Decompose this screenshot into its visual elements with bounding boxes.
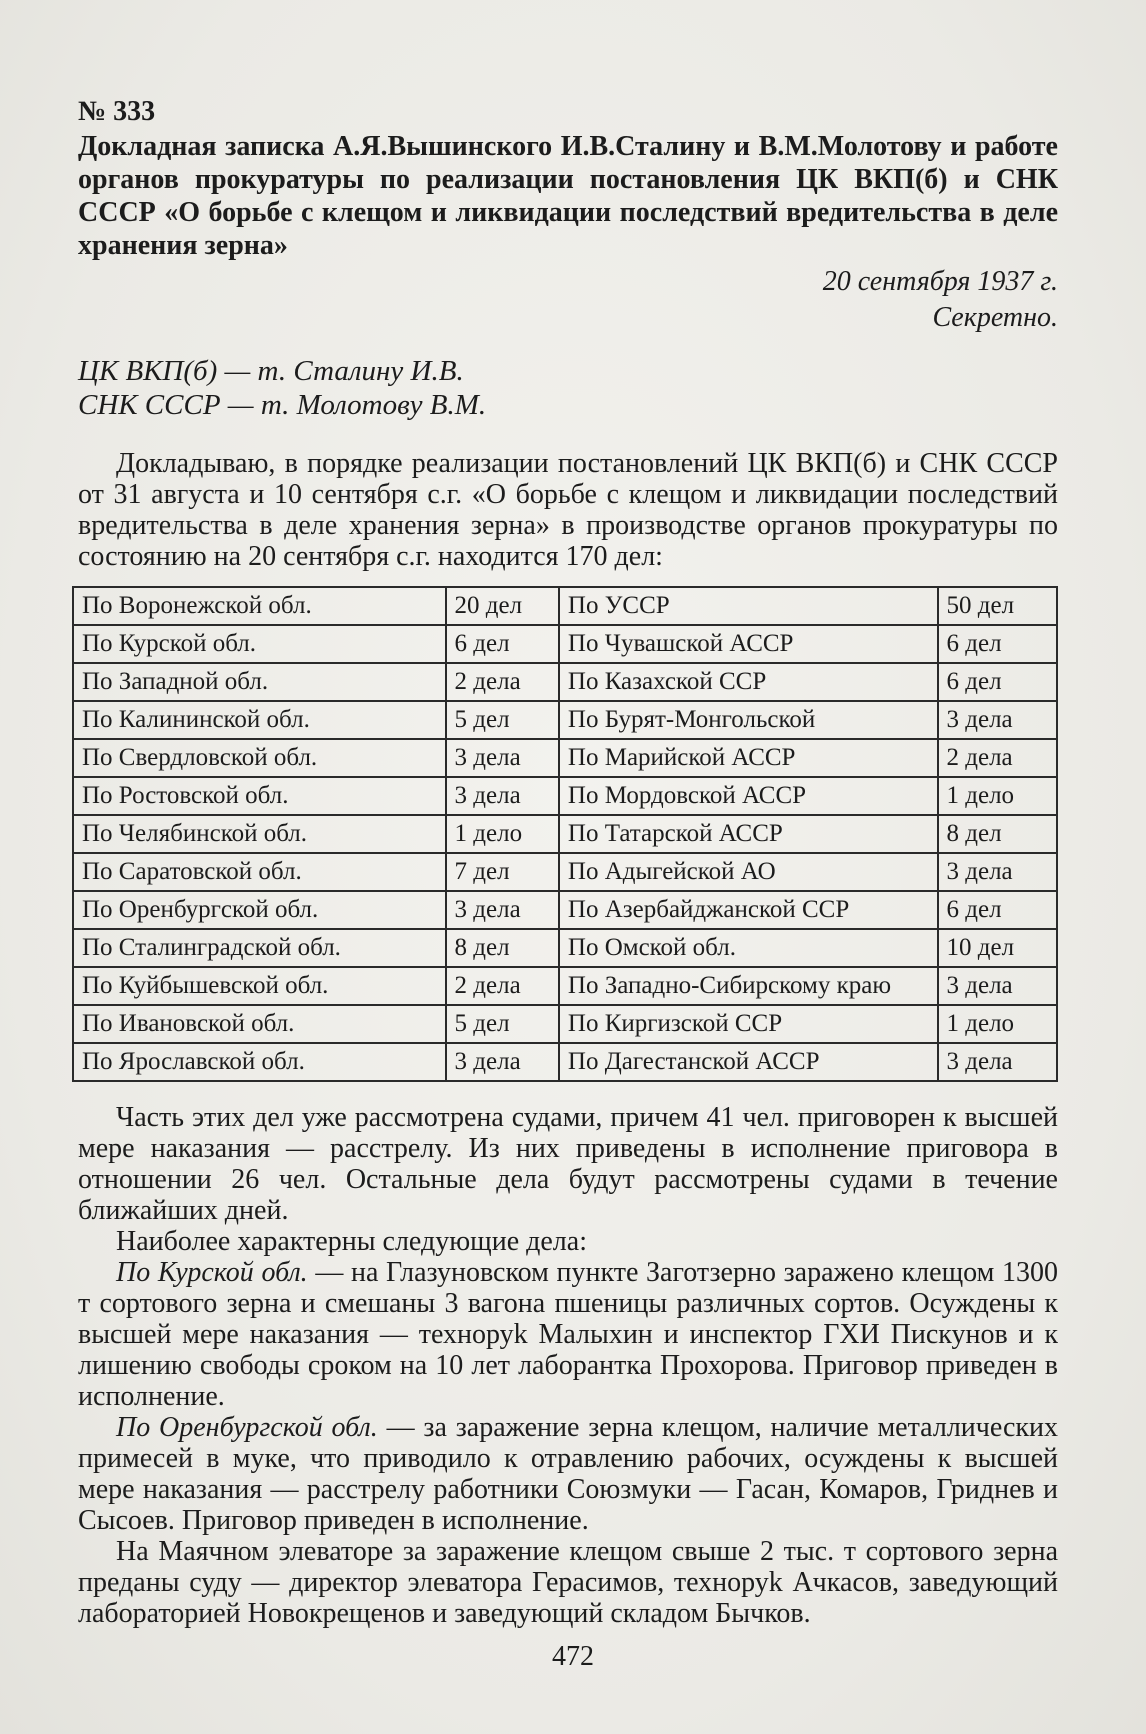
count-right: 6 дел <box>938 891 1057 929</box>
count-left: 3 дела <box>446 1043 559 1081</box>
count-left: 2 дела <box>446 967 559 1005</box>
region-left: По Куйбышевской обл. <box>73 967 446 1005</box>
count-right: 3 дела <box>938 967 1057 1005</box>
count-left: 1 дело <box>446 815 559 853</box>
region-left: По Саратовской обл. <box>73 853 446 891</box>
table-row <box>73 853 1057 891</box>
table-row <box>73 967 1057 1005</box>
region-left: По Западной обл. <box>73 663 446 701</box>
count-right: 3 дела <box>938 853 1057 891</box>
region-right: По Западно-Сибирскому краю <box>559 967 938 1005</box>
region-right: По Чувашской АССР <box>559 625 938 663</box>
paragraph-summary: Часть этих дел уже рассмотрена судами, причем 41 чел. приговорен к высшей мере наказания — расстрелу. Из них приведены в исполнение приговора в отношении 26 чел. Остальные дела будут рассмотрены судами в течение ближайших дней. <box>78 1102 1058 1226</box>
document-number: № 333 <box>78 96 156 127</box>
paragraph-kursk <box>78 1257 1058 1412</box>
region-left: По Курской обл. <box>73 625 446 663</box>
document-title: Докладная записка А.Я.Вышинского И.В.Сталину и В.М.Молотову и работе органов прокуратуры по реализации постановления ЦК ВКП(б) и СНК СССР «О борьбе с клещом и ликвидации последствий вредительства в деле хранения зерна» <box>78 131 1058 261</box>
table-row <box>73 701 1057 739</box>
region-right: По Казахской ССР <box>559 663 938 701</box>
region-right: По Адыгейской АО <box>559 853 938 891</box>
intro-paragraph: Докладываю, в порядке реализации постановлений ЦК ВКП(б) и СНК СССР от 31 августа и 10 сентября с.г. «О борьбе с клещом и ликвидации последствий вредительства в деле хранения зерна» в производстве органов прокуратуры по состоянию на 20 сентября с.г. находится 170 дел: <box>78 448 1058 572</box>
region-right: По Омской обл. <box>559 929 938 967</box>
region-left: По Ярославской обл. <box>73 1043 446 1081</box>
table-row <box>73 739 1057 777</box>
count-right: 1 дело <box>938 777 1057 815</box>
table-row <box>73 777 1057 815</box>
table-row <box>73 815 1057 853</box>
region-left: По Сталинградской обл. <box>73 929 446 967</box>
count-left: 3 дела <box>446 891 559 929</box>
count-right: 6 дел <box>938 625 1057 663</box>
region-right: По Бурят-Монгольской <box>559 701 938 739</box>
region-right: По Киргизской ССР <box>559 1005 938 1043</box>
region-left: По Воронежской обл. <box>73 587 446 625</box>
table-row <box>73 625 1057 663</box>
count-left: 8 дел <box>446 929 559 967</box>
region-lead-kursk: По Курской обл. <box>116 1257 308 1288</box>
count-left: 6 дел <box>446 625 559 663</box>
region-right: По Марийской АССР <box>559 739 938 777</box>
region-right: По УССР <box>559 587 938 625</box>
paragraph-heading: Наиболее характерны следующие дела: <box>116 1226 587 1257</box>
count-left: 2 дела <box>446 663 559 701</box>
region-lead-orenburg: По Оренбургской обл. <box>116 1412 378 1443</box>
paragraph-mayachny: На Маячном элеваторе за заражение клещом свыше 2 тыс. т сортового зерна преданы суду — директор элеватора Герасимов, техноруk Ачкасов, заведующий лабораторией Новокрещенов и заведующий складом Бычков. <box>78 1536 1058 1629</box>
region-right: По Азербайджанской ССР <box>559 891 938 929</box>
cases-table <box>72 586 1058 1082</box>
document-date: 20 сентября 1937 г. <box>822 266 1058 297</box>
paragraph-orenburg <box>78 1412 1058 1536</box>
paragraph-kursk-text: — на Глазуновском пункте Заготзерно заражено клещом 1300 т сортового зерна и смешаны 3 вагона пшеницы различных сортов. Осуждены к высшей мере наказания — техноруk Малыхин и инспектор ГХИ Пискунов и к лишению свободы сроком на 10 лет лаборантка Прохорова. Приговор приведен в исполнение. <box>78 1257 1058 1412</box>
table-row <box>73 587 1057 625</box>
count-right: 2 дела <box>938 739 1057 777</box>
paragraph-orenburg-text: — за заражение зерна клещом, наличие металлических примесей в муке, что приводило к отравлению рабочих, осуждены к высшей мере наказания — расстрелу работники Союзмуки — Гасан, Комаров, Гриднев и Сысоев. Приговор приведен в исполнение. <box>78 1412 1059 1536</box>
addressee-1: ЦК ВКП(б) — т. Сталину И.В. <box>78 355 464 387</box>
count-left: 20 дел <box>446 587 559 625</box>
count-left: 5 дел <box>446 701 559 739</box>
count-right: 8 дел <box>938 815 1057 853</box>
count-left: 5 дел <box>446 1005 559 1043</box>
count-right: 50 дел <box>938 587 1057 625</box>
table-row <box>73 929 1057 967</box>
count-left: 3 дела <box>446 739 559 777</box>
region-left: По Ивановской обл. <box>73 1005 446 1043</box>
region-right: По Дагестанской АССР <box>559 1043 938 1081</box>
region-right: По Татарской АССР <box>559 815 938 853</box>
classification-mark: Секретно. <box>932 302 1058 333</box>
count-left: 7 дел <box>446 853 559 891</box>
region-left: По Калининской обл. <box>73 701 446 739</box>
addressee-2: СНК СССР — т. Молотову В.М. <box>78 389 487 421</box>
count-right: 6 дел <box>938 663 1057 701</box>
count-right: 10 дел <box>938 929 1057 967</box>
count-right: 1 дело <box>938 1005 1057 1043</box>
table-row <box>73 1005 1057 1043</box>
region-left: По Оренбургской обл. <box>73 891 446 929</box>
table-row <box>73 1043 1057 1081</box>
document-body <box>78 94 1058 1629</box>
page-number: 472 <box>552 1641 594 1672</box>
table-row <box>73 891 1057 929</box>
count-left: 3 дела <box>446 777 559 815</box>
count-right: 3 дела <box>938 1043 1057 1081</box>
region-left: По Свердловской обл. <box>73 739 446 777</box>
region-right: По Мордовской АССР <box>559 777 938 815</box>
region-left: По Ростовской обл. <box>73 777 446 815</box>
table-row <box>73 663 1057 701</box>
region-left: По Челябинской обл. <box>73 815 446 853</box>
addressees <box>78 354 1058 422</box>
count-right: 3 дела <box>938 701 1057 739</box>
